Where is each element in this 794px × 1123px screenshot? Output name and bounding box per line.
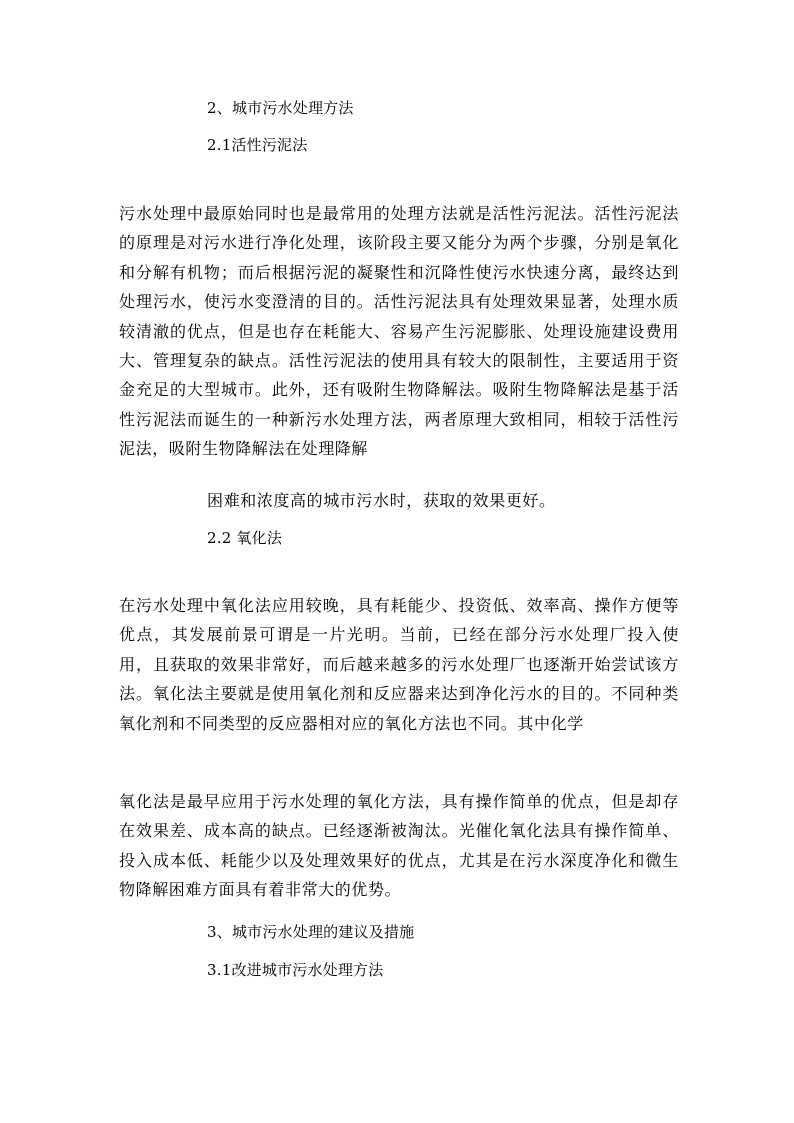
paragraph-activated-sludge-continued: 困难和浓度高的城市污水时，获取的效果更好。: [207, 491, 556, 510]
paragraph-activated-sludge: 污水处理中最原始同时也是最常用的处理方法就是活性污泥法。活性污泥法的原理是对污水进行净化处理，该阶段主要又能分为两个步骤，分别是氧化和分解有机物；而后根据污泥的凝聚性和沉降性使污水快速分离，最终达到处理污水，使污水变澄清的目的。活性污泥法具有处理效果显著，处理水质较清澈的优点，但是也存在耗能大、容易产生污泥膨胀、处理设施建设费用大、管理复杂的缺点。活性污泥法的使用具有较大的限制性，主要适用于资金充足的大型城市。此外，还有吸附生物降解法。吸附生物降解法是基于活性污泥法而诞生的一种新污水处理方法，两者原理大致相同，相较于活性污泥法，吸附生物降解法在处理降解: [119, 204, 679, 459]
paragraph-oxidation: 在污水处理中氧化法应用较晚，具有耗能少、投资低、效率高、操作方便等优点，其发展前景可谓是一片光明。当前，已经在部分污水处理厂投入使用，且获取的效果非常好，而后越来越多的污水处理厂也逐渐开始尝试该方法。氧化法主要就是使用氧化剂和反应器来达到净化污水的目的。不同种类氧化剂和不同类型的反应器相对应的氧化方法也不同。其中化学: [119, 596, 679, 733]
section-heading-2: 2、城市污水处理方法: [207, 99, 354, 117]
subsection-heading-2-2: 2.2 氧化法: [207, 529, 283, 547]
paragraph-oxidation-continued: 氧化法是最早应用于污水处理的氧化方法，具有操作简单的优点，但是却存在效果差、成本高的缺点。已经逐渐被淘汰。光催化氧化法具有操作简单、投入成本低、耗能少以及处理效果好的优点，尤其是在污水深度净化和微生物降解困难方面具有着非常大的优势。: [119, 792, 679, 900]
subsection-heading-3-1: 3.1改进城市污水处理方法: [207, 961, 384, 979]
subsection-heading-2-1: 2.1活性污泥法: [207, 136, 308, 154]
section-heading-3: 3、城市污水处理的建议及措施: [207, 923, 415, 941]
